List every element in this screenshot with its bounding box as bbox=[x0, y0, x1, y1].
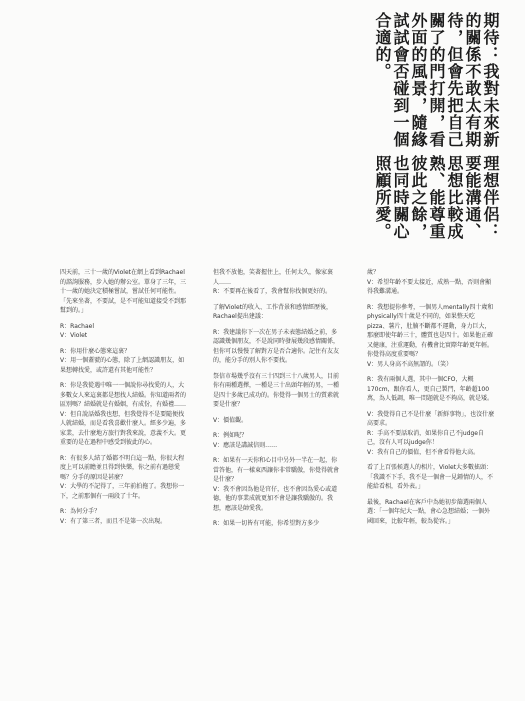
paragraph: V：應該是講誠信則…… bbox=[213, 441, 278, 449]
paragraph: 四天前，三十一歲的Violet在網上看到Rachael的諮詢服務，步入她的辦公室。單身了三年，三十一歲的她決定積極嘗試，嘗試任何可能性。「先來坐著，不要試，是不可能知道接受不到那幫到的。」 bbox=[60, 269, 187, 314]
paragraph: R：我想提你參考，一個男人mentally四十歲和physically四十歲是不同的，如果整天吃pizza、薯片，肚腩不斷都不運動，身力巨大，那麼即使年齡三十，體質也是四十。如果他正確又健康，注重運動，有機會比實際年齡更年輕。你覺得高度重要嗎？ bbox=[367, 303, 494, 358]
paragraph: 但我不放他，笑著握住上，任何太久，像家裏人…… bbox=[213, 269, 334, 286]
paragraph: R：為何分手？ bbox=[60, 508, 101, 515]
paragraph: V：男人身高不高無謂的。（笑） bbox=[367, 360, 453, 368]
headline-expectation: 期待：我對未來新的關係不敢太有期待，但會先把自己關了的門打開，看外面的風景，隨緣試試會否碰到一個合適的。 bbox=[373, 12, 500, 148]
paragraph: 最後，Rachael在客戶中為她初步篩選兩個人選：「一個年紀大一點，會心急想結婚；一個外國回來，比較年輕，較為從容。」 bbox=[367, 498, 491, 525]
paragraph: R：你是我從遇中唯一一個說你尋找愛的人，大多數女人來這裏都是想找人結婚。你知道兩者的區別嗎？結婚就是有婚姻，有成份，有婚禮…… bbox=[60, 382, 187, 408]
article-column-2 bbox=[213, 268, 341, 688]
paragraph: R：你用什麼心態來這裏？ bbox=[60, 347, 131, 355]
paragraph: V：我不會因為他是官仔，也不會因為愛心或道德，他的事業成就更加不會是讓我驕傲的。我想，應該是帥愛我。 bbox=[213, 485, 338, 512]
paragraph: R：不要再在後看了，我會幫你找個更好的。 bbox=[213, 288, 332, 295]
paragraph: 看了上百張候選人的相片，Violet大多數搖頭：「我識不下手，我不是一個會一見鍾情的人，不能給看相，看外表。」 bbox=[367, 464, 494, 490]
paragraph: 了解Violet的收入、工作背景和感情經歷後，Rachael提出建議： bbox=[213, 303, 333, 320]
paragraph: R：有很多人結了婚都不明白這一點，你很大程度上可以前瞻並且得到快樂，你之前有過戀愛嗎？分手的原因是甚麼？ bbox=[60, 454, 185, 481]
paragraph: V：Violet bbox=[60, 332, 88, 339]
paragraph: V：我覺得自己不是什麼「新鮮事物」，也沒什麼高要求。 bbox=[367, 410, 495, 427]
paragraph: R：例如呢？ bbox=[213, 432, 248, 439]
vertical-headline bbox=[365, 12, 499, 252]
paragraph: R：Rachael bbox=[60, 322, 95, 330]
paragraph: R：我有兩個人選，其中一個CFO，大概170cm，跟你看人，更自己製門，年齡超100萬，為人低調，唯一問題就是不夠高，就是矮。 bbox=[367, 376, 494, 402]
paragraph: V：有了第三者，而且不是第一次出現。 bbox=[60, 517, 167, 525]
paragraph: R：我建議你下一次在男子未表態結婚之前，多認識幾個朋友，不是說同時發展幾段感情關係，但你可以慢慢了解對方是否合適你。記住有友友的，能分手的別人你不要找。 bbox=[213, 328, 340, 364]
paragraph: 祭信市場幾乎沒有三十四到三十八歲男人，目前你有兩種選擇，一種是三十出頭年輕的男，一種是四十多歲已成功的。你覺得一個男士的質素就要是什麼？ bbox=[213, 372, 340, 408]
paragraph: V：價值觀。 bbox=[213, 416, 248, 424]
headline-ideal-partner: 理想伴侶：要能溝通、思想比較成熟、能尊重彼此之餘，也同時關心照顧所愛。 bbox=[373, 155, 500, 241]
paragraph: R：如果一切皆有可能，你希望對方多少 bbox=[213, 520, 320, 527]
article-column-1 bbox=[60, 268, 188, 688]
paragraph: V：用一個蓋號的心態，除了上網認識朋友，如果想轉找愛，或許還有其他可能性？ bbox=[60, 357, 185, 374]
paragraph: V：希望年齡不要太接近，成熟一點，否則會顯得我難溝通。 bbox=[367, 278, 492, 295]
paragraph: R：手高不要話取消，如果你自己不judge自己，沒有人可以judge你！ bbox=[367, 429, 484, 446]
paragraph: V：但自說話婚我也想，但我覺得不是要隨便找人就結婚，而是看我喜歡什麼人。經多少遍，多家業，去什麼地方旅行對我來說，意義不大。更重要的是在過程中感受到彼此的心。 bbox=[60, 410, 187, 446]
paragraph: 歲？ bbox=[367, 269, 380, 276]
article-column-3 bbox=[367, 268, 495, 688]
paragraph: V：我有自己的價值，但不會看得他大高。 bbox=[367, 448, 480, 456]
paragraph: V：大學的不記得了，三年前拍拖了。我想你一下，之前那個有一兩段了十年。 bbox=[60, 483, 185, 500]
paragraph: R：如果有一天你和心目中另外一半在一起，你當答他，有一樣東西讓你非常驕傲，你覺得就會是什麼？ bbox=[213, 457, 340, 483]
